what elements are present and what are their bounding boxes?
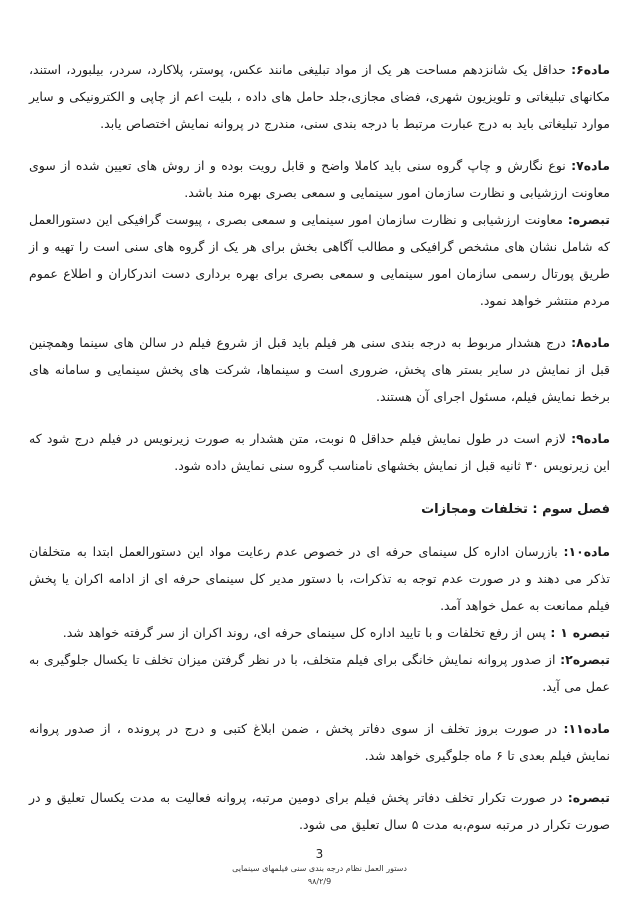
article-8-label: ماده۸: [571, 335, 610, 350]
article-11-note-paragraph [29, 784, 610, 838]
article-10-text: بازرسان اداره کل سینمای حرفه ای در خصوص عدم رعایت مواد این دستورالعمل ابتدا به متخلفان تذکر می دهند و در صورت عدم توجه به تذکرات، با دستور مدیر کل سینمای حرفه ای از ادامه اکران یا پخش فیلم ممانعت به عمل خواهد آمد. [29, 544, 610, 613]
article-9-paragraph [29, 425, 610, 479]
article-6-text: حداقل یک شانزدهم مساحت هر یک از مواد تبلیغی مانند عکس، پوستر، پلاکارد، سردر، بیلبورد، استند، مکانهای تبلیغاتی و تلویزیون شهری، فضای مجازی،جلد حامل های داده ، بلیت اعم از چاپی و الکترونیکی و سایر موارد تبلیغاتی باید به درج عبارت مرتبط با درجه بندی سنی، مندرج در پروانه نمایش اختصاص یابد. [29, 62, 610, 131]
article-10-note-1-paragraph [29, 619, 610, 646]
article-11-note-label: تبصره: [567, 790, 610, 805]
section-heading: فصل سوم : تخلفات ومجازات [421, 502, 610, 517]
footer-document-title: دستور العمل نظام درجه بندی سنی فیلمهای سینمایی [232, 864, 407, 873]
article-10-note-1-text: پس از رفع تخلفات و با تایید اداره کل سینمای حرفه ای، روند اکران از سر گرفته خواهد شد. [62, 625, 551, 640]
footer-date: ۹۸/۲/9 [307, 877, 332, 886]
article-7-note-paragraph [29, 206, 610, 314]
article-11-note-text: در صورت تکرار تخلف دفاتر پخش فیلم برای دومین مرتبه، پروانه فعالیت به مدت یکسال تعلیق و در صورت تکرار در مرتبه سوم،به مدت ۵ سال تعلیق می شود. [29, 790, 610, 832]
article-11-label: ماده۱۱: [563, 721, 610, 736]
article-9-text: لازم است در طول نمایش فیلم حداقل ۵ نوبت، متن هشدار به صورت زیرنویس در فیلم درج شود که این زیرنویس ۳۰ ثانیه قبل از نمایش بخشهای نامناسب گروه سنی نمایش داده شود. [29, 431, 610, 473]
article-7-text: نوع نگارش و چاپ گروه سنی باید کاملا واضح و قابل رویت بوده و از روش های تعیین شده از سوی معاونت ارزشیابی و نظارت سازمان امور سینمایی و سمعی بصری بهره مند باشد. [29, 158, 610, 200]
article-11-paragraph [29, 715, 610, 769]
article-10-note-2-label: تبصره۲: [560, 652, 610, 667]
article-7-note-label: تبصره: [567, 212, 610, 227]
article-10-label: ماده۱۰: [563, 544, 610, 559]
article-10-note-1-label: تبصره ۱ : [550, 625, 610, 640]
article-6-paragraph [29, 56, 610, 137]
article-7-note-text: معاونت ارزشیابی و نظارت سازمان امور سینمایی و سمعی بصری ، پیوست گرافیکی این دستورالعمل که شامل نشان های مشخص گرافیکی و مطالب آگاهی بخش برای هر یک از گروه های سنی است را تهیه و از طریق پورتال رسمی سازمان امور سینمایی و سمعی بصری برای بهره برداری دست اندرکاران و اطلاع عموم مردم منتشر خواهد نمود. [29, 212, 610, 308]
article-8-text: درج هشدار مربوط به درجه بندی سنی هر فیلم باید قبل از شروع فیلم در سالن های سینما وهمچنین قبل از نمایش در سایر بستر های پخش، ضروری است و سینماها، شرکت های پخش سینمایی و سامانه های برخط نمایش فیلم، مسئول اجرای آن هستند. [29, 335, 610, 404]
article-10-paragraph [29, 538, 610, 619]
article-7-label: ماده۷: [571, 158, 610, 173]
page-number: 3 [315, 847, 324, 861]
article-10-note-2-text: از صدور پروانه نمایش خانگی برای فیلم متخلف، با در نظر گرفتن میزان تخلف تا یکسال جلوگیری به عمل می آید. [29, 652, 610, 694]
article-6-label: ماده۶: [571, 62, 610, 77]
article-10-note-2-paragraph [29, 646, 610, 700]
page-footer [29, 847, 610, 888]
article-11-text: در صورت بروز تخلف از سوی دفاتر پخش ، ضمن ابلاغ کتبی و درج در پرونده ، از صدور پروانه نمایش فیلم بعدی تا ۶ ماه جلوگیری خواهد شد. [29, 721, 610, 763]
article-8-paragraph [29, 329, 610, 410]
article-9-label: ماده۹: [571, 431, 610, 446]
article-7-paragraph [29, 152, 610, 206]
